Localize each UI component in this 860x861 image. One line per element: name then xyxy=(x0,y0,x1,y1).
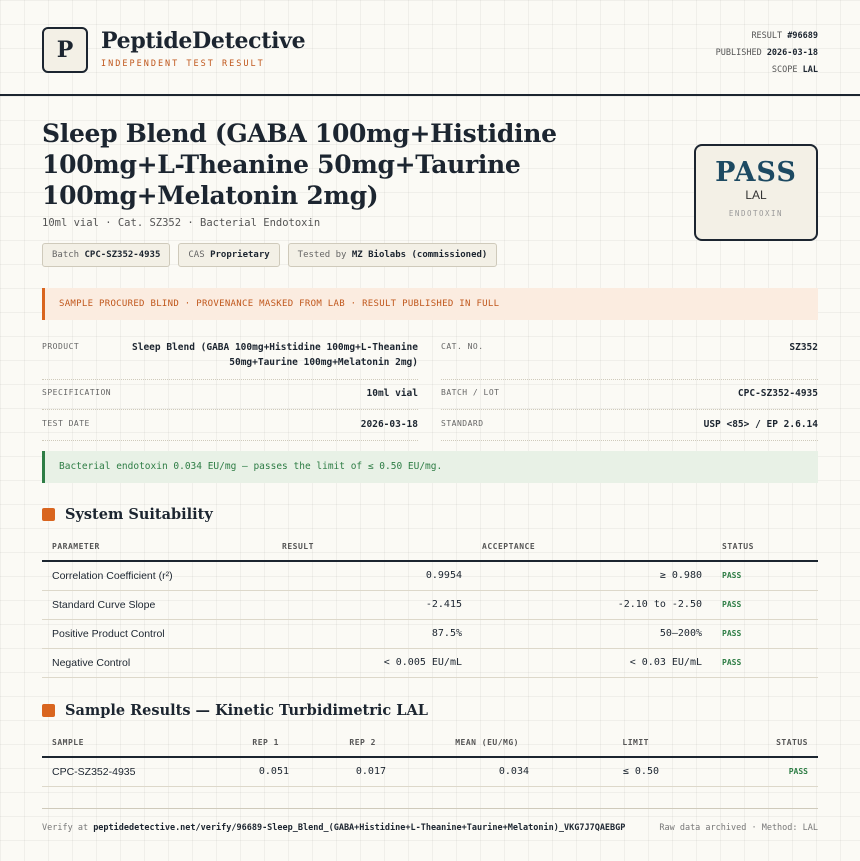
cell-status: PASS xyxy=(712,648,818,677)
report-header xyxy=(0,0,860,96)
report-footer xyxy=(42,808,818,833)
product-subtitle: 10ml vial · Cat. SZ352 · Bacterial Endotoxin xyxy=(42,217,321,229)
cell-parameter: Standard Curve Slope xyxy=(42,590,272,619)
info-label: SPECIFICATION xyxy=(42,388,112,397)
info-label: PRODUCT xyxy=(42,342,80,351)
footer-note: Raw data archived · Method: LAL xyxy=(659,823,818,833)
cell-status: PASS xyxy=(712,561,818,590)
info-value: CPC-SZ352-4935 xyxy=(737,388,818,399)
result-meta xyxy=(716,28,818,79)
column-header: REP 1 xyxy=(207,729,289,757)
cell-result: 87.5% xyxy=(272,619,472,648)
info-value: SZ352 xyxy=(789,342,818,353)
cell-limit: ≤ 0.50 xyxy=(529,757,659,786)
info-label: TEST DATE xyxy=(42,419,90,428)
chip-value: Proprietary xyxy=(210,250,270,260)
info-row-standard xyxy=(441,417,818,441)
cell-acceptance: ≥ 0.980 xyxy=(472,561,712,590)
chip-cas xyxy=(178,243,279,267)
info-value: Sleep Blend (GABA 100mg+Histidine 100mg+L-Theanine 50mg+Taurine 100mg+Melatonin 2mg) xyxy=(132,342,418,368)
cell-parameter: Correlation Coefficient (r²) xyxy=(42,561,272,590)
published-date: 2026-03-18 xyxy=(766,48,818,58)
info-value: 2026-03-18 xyxy=(360,419,418,430)
cell-status: PASS xyxy=(659,757,818,786)
cell-acceptance: < 0.03 EU/mL xyxy=(472,648,712,677)
logo-icon: P xyxy=(42,27,88,73)
section-sample-results xyxy=(42,702,428,719)
section-title: System Suitability xyxy=(65,506,213,523)
scope-value: LAL xyxy=(802,65,818,75)
info-row-batch xyxy=(441,386,818,410)
verify-link[interactable]: peptidedetective.net/verify/96689-Sleep_Blend_(GABA+Histidine+L-Theanine+Taurine+Melatonin)_VKG7J7QAEBGP xyxy=(93,823,626,833)
cell-result: 0.9954 xyxy=(272,561,472,590)
stamp-verdict: PASS xyxy=(715,157,797,188)
scope-label: SCOPE xyxy=(771,65,798,75)
column-header: STATUS xyxy=(712,533,818,561)
stamp-method: LAL xyxy=(745,188,767,202)
section-marker-icon xyxy=(42,704,55,717)
published-label: PUBLISHED xyxy=(715,48,762,58)
info-label: STANDARD xyxy=(441,419,484,428)
table-row xyxy=(42,757,818,786)
chip-value: MZ Biolabs (commissioned) xyxy=(351,250,488,260)
table-row xyxy=(42,590,818,619)
column-header: SAMPLE xyxy=(42,729,207,757)
cell-rep1: 0.051 xyxy=(207,757,289,786)
column-header: STATUS xyxy=(659,729,818,757)
column-header: PARAMETER xyxy=(42,533,272,561)
table-header-row xyxy=(42,533,818,561)
chip-tested-by xyxy=(288,243,498,267)
cell-mean: 0.034 xyxy=(386,757,529,786)
cell-parameter: Negative Control xyxy=(42,648,272,677)
cell-result: < 0.005 EU/mL xyxy=(272,648,472,677)
stamp-test: ENDOTOXIN xyxy=(728,209,784,218)
cell-status: PASS xyxy=(712,590,818,619)
column-header: REP 2 xyxy=(289,729,386,757)
product-chips xyxy=(42,243,497,267)
cell-acceptance: -2.10 to -2.50 xyxy=(472,590,712,619)
suitability-table xyxy=(42,533,818,678)
chip-batch xyxy=(42,243,170,267)
cell-rep2: 0.017 xyxy=(289,757,386,786)
cell-parameter: Positive Product Control xyxy=(42,619,272,648)
column-header: RESULT xyxy=(272,533,472,561)
section-system-suitability xyxy=(42,506,213,523)
brand-name: PeptideDetective xyxy=(101,28,306,54)
info-row-cat xyxy=(441,340,818,380)
sample-results-table xyxy=(42,729,818,787)
info-row-spec xyxy=(42,386,418,410)
chip-label: Batch xyxy=(52,250,80,260)
pass-stamp xyxy=(694,144,818,241)
table-row xyxy=(42,648,818,677)
brand-subtitle: INDEPENDENT TEST RESULT xyxy=(101,59,265,69)
info-label: BATCH / LOT xyxy=(441,388,500,397)
table-row xyxy=(42,619,818,648)
info-value: USP <85> / EP 2.6.14 xyxy=(703,419,818,430)
chip-label: Tested by xyxy=(297,250,347,260)
section-marker-icon xyxy=(42,508,55,521)
cell-acceptance: 50–200% xyxy=(472,619,712,648)
result-number: #96689 xyxy=(787,31,818,41)
chip-value: CPC-SZ352-4935 xyxy=(84,250,161,260)
cell-result: -2.415 xyxy=(272,590,472,619)
verdict-banner: Bacterial endotoxin 0.034 EU/mg — passes the limit of ≤ 0.50 EU/mg. xyxy=(42,451,818,483)
info-row-product xyxy=(42,340,418,380)
column-header: ACCEPTANCE xyxy=(472,533,712,561)
cell-status: PASS xyxy=(712,619,818,648)
info-row-date xyxy=(42,417,418,441)
result-label: RESULT xyxy=(751,31,783,41)
table-header-row xyxy=(42,729,818,757)
column-header: LIMIT xyxy=(529,729,659,757)
table-row xyxy=(42,561,818,590)
section-title: Sample Results — Kinetic Turbidimetric LAL xyxy=(65,702,428,719)
cell-sample: CPC-SZ352-4935 xyxy=(42,757,207,786)
verify-prefix: Verify at xyxy=(42,823,89,833)
blind-notice: SAMPLE PROCURED BLIND · PROVENANCE MASKED FROM LAB · RESULT PUBLISHED IN FULL xyxy=(42,288,818,320)
chip-label: CAS xyxy=(188,250,205,260)
product-title: Sleep Blend (GABA 100mg+Histidine 100mg+L-Theanine 50mg+Taurine 100mg+Melatonin 2mg) xyxy=(42,119,557,210)
column-header: MEAN (EU/MG) xyxy=(386,729,529,757)
info-value: 10ml vial xyxy=(366,388,418,399)
info-label: CAT. NO. xyxy=(441,342,484,351)
